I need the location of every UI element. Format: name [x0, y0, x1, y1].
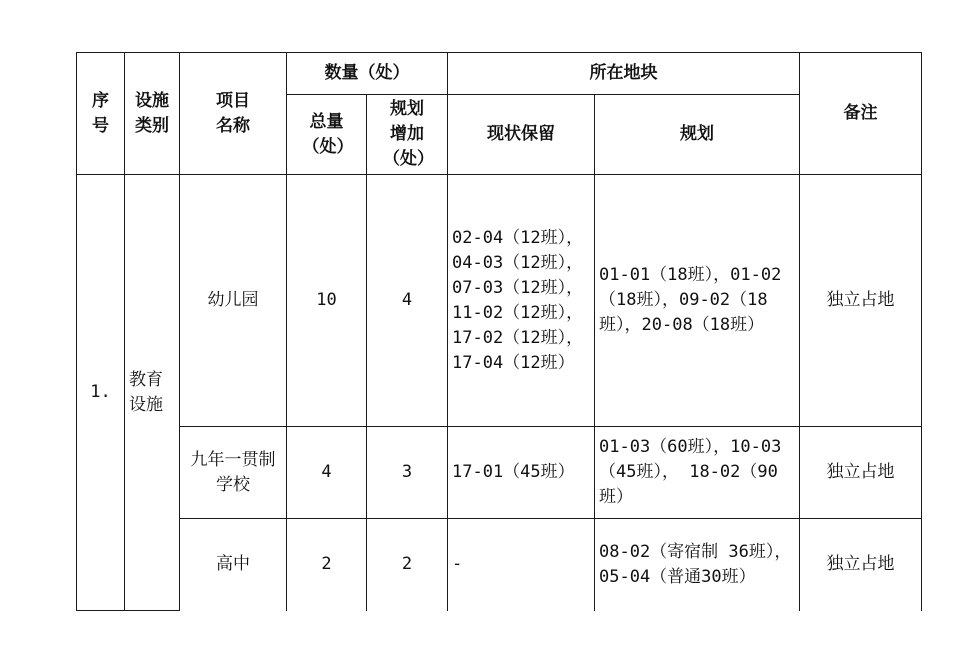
row-remark: 独立占地: [800, 175, 922, 427]
row-added: 4: [367, 175, 448, 427]
row-added: 2: [367, 519, 448, 611]
row-remark: 独立占地: [800, 427, 922, 519]
header-location: 所在地块: [448, 53, 800, 95]
row-existing: -: [448, 519, 595, 611]
header-seq: 序号: [77, 53, 125, 175]
row-total: 4: [287, 427, 367, 519]
header-added: 规划增加（处）: [367, 95, 448, 175]
header-remark: 备注: [800, 53, 922, 175]
row-name: 幼儿园: [180, 175, 287, 427]
group-category: 教育设施: [125, 175, 180, 611]
row-name: 九年一贯制学校: [180, 427, 287, 519]
header-total: 总量（处）: [287, 95, 367, 175]
row-name: 高中: [180, 519, 287, 611]
header-planned: 规划: [595, 95, 800, 175]
table-row: [77, 175, 922, 427]
row-added: 3: [367, 427, 448, 519]
row-existing: 02-04（12班），04-03（12班），07-03（12班），11-02（12班），17-02（12班），17-04（12班）: [448, 175, 595, 427]
row-planned: 01-01（18班），01-02（18班），09-02（18班），20-08（18班）: [595, 175, 800, 427]
table-row: [77, 519, 922, 611]
header-category: 设施类别: [125, 53, 180, 175]
table-row: [77, 427, 922, 519]
row-planned: 01-03（60班），10-03（45班）， 18-02（90班）: [595, 427, 800, 519]
row-planned: 08-02（寄宿制 36班），05-04（普通30班）: [595, 519, 800, 611]
row-total: 10: [287, 175, 367, 427]
row-existing: 17-01（45班）: [448, 427, 595, 519]
row-total: 2: [287, 519, 367, 611]
header-existing: 现状保留: [448, 95, 595, 175]
header-quantity: 数量（处）: [287, 53, 448, 95]
header-name: 项目名称: [180, 53, 287, 175]
group-seq: 1.: [77, 175, 125, 611]
row-remark: 独立占地: [800, 519, 922, 611]
facility-table: [76, 52, 922, 611]
